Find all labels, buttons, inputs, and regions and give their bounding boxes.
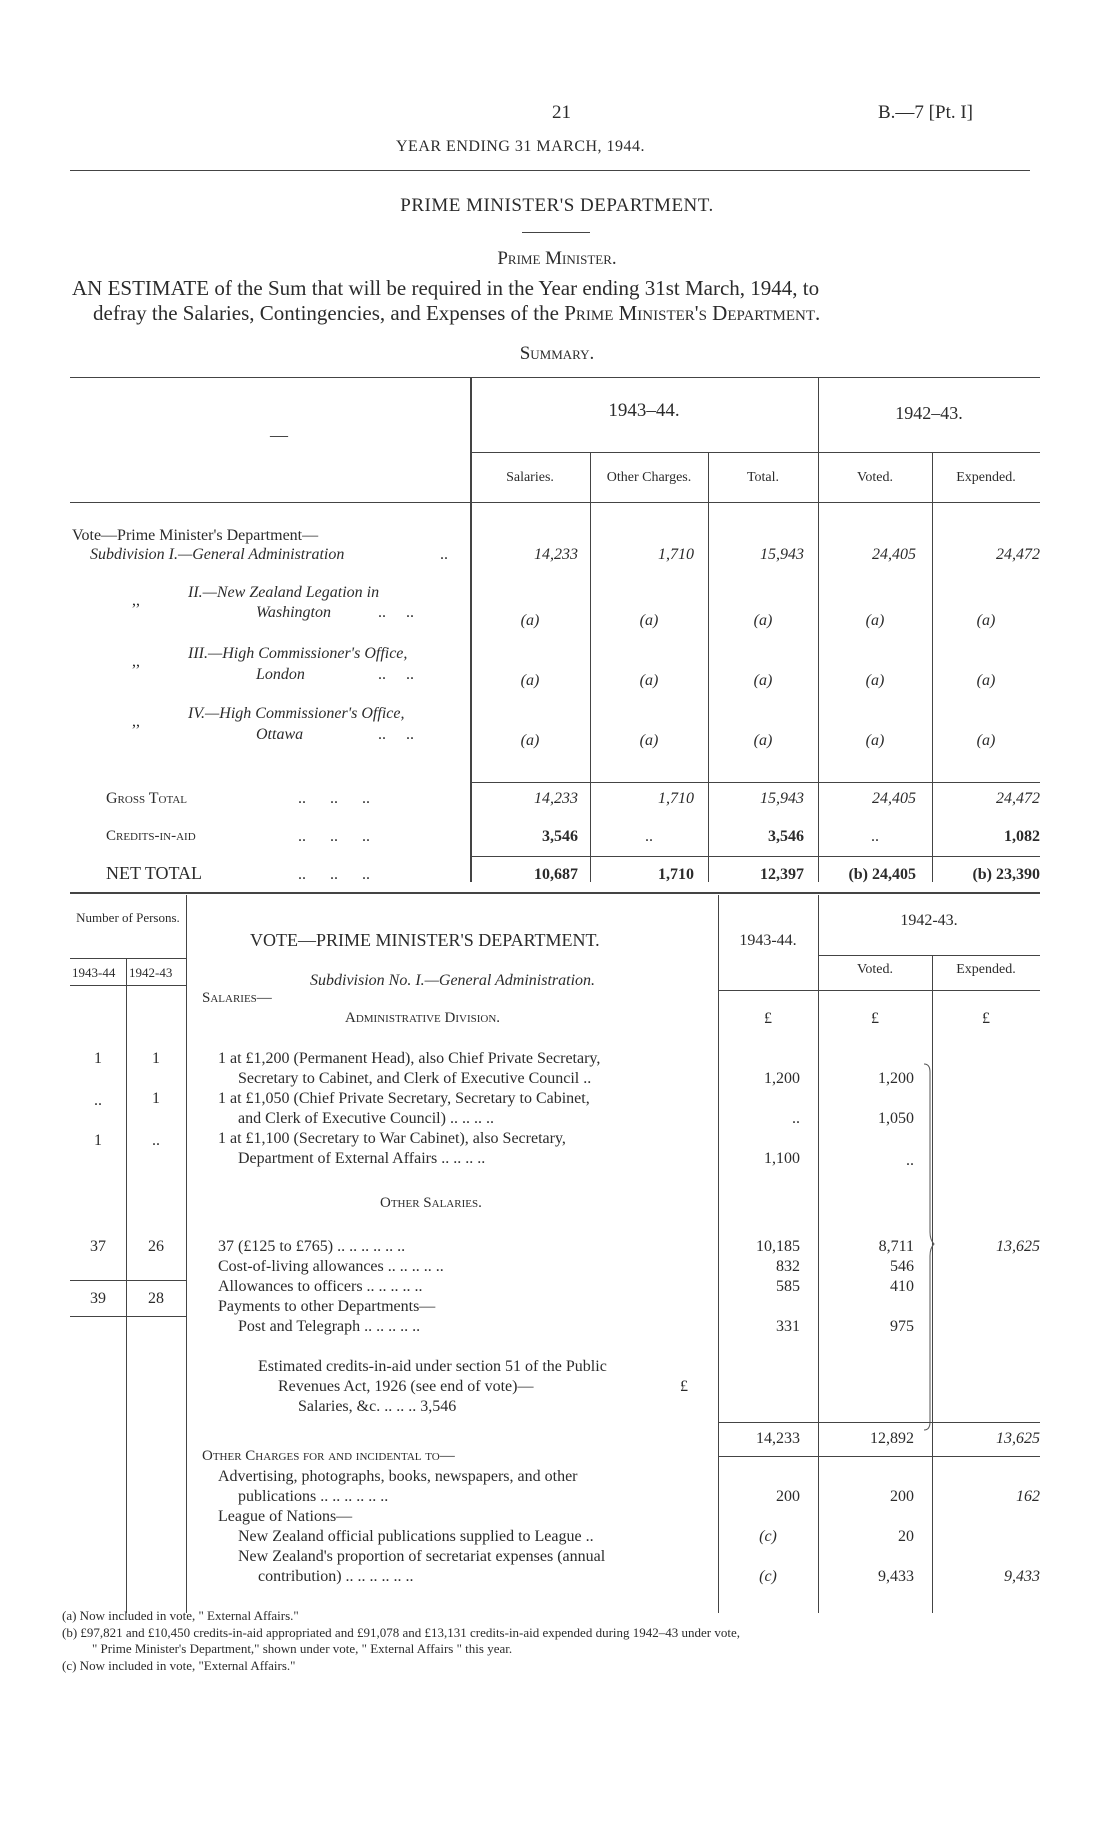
summary-vline-3 bbox=[708, 452, 709, 882]
col-other-charges: Other Charges. bbox=[606, 470, 692, 485]
vote-item-line: 1 at £1,100 (Secretary to War Cabinet), also Secretary, bbox=[218, 1130, 566, 1147]
vote-cell: 1,200 bbox=[878, 1070, 914, 1087]
persons-cell: 26 bbox=[148, 1238, 164, 1255]
summary-year-previous: 1942–43. bbox=[895, 403, 963, 423]
summary-cell: 14,233 bbox=[534, 546, 578, 563]
vote-line: Vote—Prime Minister's Department— bbox=[72, 527, 319, 544]
persons-cell: .. bbox=[152, 1132, 160, 1149]
vote-item-line: publications .. .. .. .. .. .. bbox=[238, 1488, 389, 1505]
leader-dots: .. .. bbox=[378, 666, 414, 683]
summary-cell: (a) bbox=[976, 732, 996, 749]
summary-cell: .. bbox=[645, 828, 653, 845]
credits-note: Revenues Act, 1926 (see end of vote)— bbox=[278, 1378, 534, 1395]
vote-title: VOTE—PRIME MINISTER'S DEPARTMENT. bbox=[250, 930, 600, 950]
summary-row-label: II.—New Zealand Legation in bbox=[188, 584, 380, 601]
vote-cell: 14,233 bbox=[756, 1430, 800, 1447]
other-salaries-heading: Other Salaries. bbox=[380, 1195, 482, 1211]
summary-row-label: IV.—High Commissioner's Office, bbox=[188, 705, 405, 722]
summary-title: Summary. bbox=[519, 343, 595, 364]
persons-year-current: 1943-44 bbox=[72, 965, 116, 980]
summary-year-current: 1943–44. bbox=[608, 400, 680, 421]
summary-cell: 1,710 bbox=[658, 546, 694, 563]
vote-cell: 975 bbox=[890, 1318, 914, 1335]
summary-head-rule bbox=[70, 502, 1040, 503]
leader-dots: .. .. .. bbox=[298, 790, 370, 807]
summary-cell: (a) bbox=[520, 672, 540, 689]
summary-cell: (a) bbox=[639, 732, 659, 749]
gross-rule bbox=[470, 782, 1040, 783]
ditto-mark: ,, bbox=[132, 653, 140, 670]
salaries-heading: Salaries— bbox=[202, 990, 272, 1006]
footnote-a: (a) Now included in vote, " External Affairs." bbox=[62, 1608, 299, 1623]
vote-cell: 9,433 bbox=[878, 1568, 914, 1585]
vote-cell: 832 bbox=[776, 1258, 800, 1275]
vote-cell: 13,625 bbox=[996, 1238, 1040, 1255]
title-underline bbox=[522, 232, 590, 233]
leader-dots: .. bbox=[440, 546, 448, 563]
net-total-label: NET TOTAL bbox=[106, 863, 203, 883]
vote-item-line: Secretary to Cabinet, and Clerk of Executive Council .. bbox=[238, 1070, 592, 1087]
subheading: Prime Minister. bbox=[497, 248, 617, 269]
ditto-mark: ,, bbox=[132, 592, 140, 609]
vote-item-line: 37 (£125 to £765) .. .. .. .. .. .. bbox=[218, 1238, 406, 1255]
subtotal-under-rule bbox=[718, 1456, 1040, 1457]
summary-cell: (a) bbox=[865, 732, 885, 749]
vote-item-line: 1 at £1,200 (Permanent Head), also Chief Private Secretary, bbox=[218, 1050, 601, 1067]
summary-row-label: III.—High Commissioner's Office, bbox=[188, 645, 408, 662]
summary-cell: (a) bbox=[639, 612, 659, 629]
vote-item-line: Department of External Affairs .. .. .. .. bbox=[238, 1150, 486, 1167]
previous-head-rule bbox=[818, 955, 1040, 956]
footnote-b: (b) £97,821 and £10,450 credits-in-aid appropriated and £91,078 and £13,131 credits-in-aid expended during 1942–43 under vote, bbox=[62, 1625, 740, 1640]
col-salaries: Salaries. bbox=[506, 470, 554, 485]
credits-label: Credits-in-aid bbox=[106, 828, 196, 844]
summary-cell: 3,546 bbox=[542, 828, 578, 845]
vote-year-previous: 1942-43. bbox=[900, 912, 958, 929]
salaries-bracket bbox=[922, 1062, 936, 1432]
footnote-c: (c) Now included in vote, "External Affairs." bbox=[62, 1658, 296, 1673]
vote-vline-desc bbox=[186, 895, 187, 1613]
persons-cell: .. bbox=[94, 1092, 102, 1109]
vote-cell: 331 bbox=[776, 1318, 800, 1335]
vote-cell: 9,433 bbox=[1004, 1568, 1040, 1585]
net-rule bbox=[470, 856, 1040, 857]
summary-row-label: Subdivision I.—General Administration bbox=[90, 546, 345, 563]
summary-cell: (a) bbox=[520, 612, 540, 629]
vote-item-line: Advertising, photographs, books, newspapers, and other bbox=[218, 1468, 578, 1485]
summary-cell: 15,943 bbox=[760, 790, 804, 807]
vote-cell: 1,100 bbox=[764, 1150, 800, 1167]
header-rule bbox=[70, 170, 1030, 171]
vote-item-line: New Zealand's proportion of secretariat expenses (annual bbox=[238, 1548, 606, 1565]
persons-sub-rule bbox=[70, 985, 186, 986]
vote-cell: .. bbox=[906, 1152, 914, 1169]
vote-cell: 1,050 bbox=[878, 1110, 914, 1127]
vote-cell: 200 bbox=[776, 1488, 800, 1505]
persons-year-previous: 1942-43 bbox=[129, 965, 173, 980]
summary-cell: 24,472 bbox=[996, 790, 1040, 807]
persons-cell: 1 bbox=[152, 1090, 160, 1107]
persons-cell: 1 bbox=[94, 1050, 102, 1067]
summary-cell: (b) 24,405 bbox=[848, 866, 916, 883]
credits-note: Estimated credits-in-aid under section 51 of the Public bbox=[258, 1358, 607, 1375]
leader-dots: .. .. bbox=[378, 604, 414, 621]
vote-cell: 410 bbox=[890, 1278, 914, 1295]
credits-note-pound: £ bbox=[680, 1378, 688, 1395]
persons-total-underline bbox=[70, 1316, 186, 1317]
vote-cell: 546 bbox=[890, 1258, 914, 1275]
persons-cell: 1 bbox=[152, 1050, 160, 1067]
subdivision-title: Subdivision No. I.—General Administration. bbox=[310, 972, 596, 989]
summary-cell: 14,233 bbox=[534, 790, 578, 807]
summary-vline-5 bbox=[932, 452, 933, 882]
summary-cell: 1,710 bbox=[658, 790, 694, 807]
summary-cell: 10,687 bbox=[534, 866, 578, 883]
persons-cell: 39 bbox=[90, 1290, 106, 1307]
ditto-mark: ,, bbox=[132, 713, 140, 730]
pound-sign: £ bbox=[871, 1010, 879, 1027]
summary-cell: (a) bbox=[520, 732, 540, 749]
persons-cell: 1 bbox=[94, 1132, 102, 1149]
department-title: PRIME MINISTER'S DEPARTMENT. bbox=[400, 195, 714, 216]
summary-cell: 15,943 bbox=[760, 546, 804, 563]
col-total: Total. bbox=[746, 470, 780, 485]
summary-cell: (a) bbox=[865, 612, 885, 629]
footnote-b-cont: " Prime Minister's Department," shown under vote, " External Affairs " this year. bbox=[92, 1641, 513, 1656]
vote-cell: (c) bbox=[759, 1568, 777, 1585]
summary-dash: — bbox=[270, 425, 288, 445]
paper-reference: B.—7 [Pt. I] bbox=[878, 102, 973, 123]
vote-item-line: 1 at £1,050 (Chief Private Secretary, Secretary to Cabinet, bbox=[218, 1090, 590, 1107]
vote-cell: .. bbox=[792, 1110, 800, 1127]
summary-cell: (a) bbox=[753, 672, 773, 689]
league-heading: League of Nations— bbox=[218, 1508, 353, 1525]
summary-cell: 24,472 bbox=[996, 546, 1040, 563]
vote-item-line: New Zealand official publications supplied to League .. bbox=[238, 1528, 594, 1545]
vote-head-rule bbox=[718, 990, 1040, 991]
summary-top-rule bbox=[70, 377, 1040, 378]
gross-total-label: Gross Total bbox=[106, 790, 188, 807]
persons-cell: 28 bbox=[148, 1290, 164, 1307]
estimate-line-2 bbox=[93, 301, 820, 326]
vote-cell: 585 bbox=[776, 1278, 800, 1295]
summary-cell: (a) bbox=[976, 612, 996, 629]
vote-cell: 10,185 bbox=[756, 1238, 800, 1255]
summary-subhead-rule bbox=[470, 452, 1040, 453]
summary-cell: 24,405 bbox=[872, 546, 916, 563]
summary-vline-2 bbox=[590, 452, 591, 882]
summary-cell: 12,397 bbox=[760, 866, 804, 883]
summary-cell: 24,405 bbox=[872, 790, 916, 807]
summary-cell: .. bbox=[871, 828, 879, 845]
persons-head-rule bbox=[70, 958, 186, 959]
vote-cell: 162 bbox=[1016, 1488, 1040, 1505]
payments-heading: Payments to other Departments— bbox=[218, 1298, 436, 1315]
persons-cell: 37 bbox=[90, 1238, 106, 1255]
summary-cell: 1,082 bbox=[1004, 828, 1040, 845]
summary-row-label-cont: Ottawa bbox=[256, 726, 304, 743]
summary-cell: 3,546 bbox=[768, 828, 804, 845]
vote-cell: 1,200 bbox=[764, 1070, 800, 1087]
vote-item-line: Post and Telegraph .. .. .. .. .. bbox=[238, 1318, 421, 1335]
vote-cell: 200 bbox=[890, 1488, 914, 1505]
leader-dots: .. .. bbox=[378, 726, 414, 743]
summary-cell: (a) bbox=[753, 612, 773, 629]
year-line: YEAR ENDING 31 MARCH, 1944. bbox=[396, 138, 646, 155]
vote-cell: 8,711 bbox=[878, 1238, 914, 1255]
vote-year-current: 1943-44. bbox=[739, 932, 797, 949]
vote-item-line: and Clerk of Executive Council) .. .. .. .. bbox=[238, 1110, 494, 1127]
persons-heading: Number of Persons. bbox=[76, 910, 180, 925]
summary-cell: (a) bbox=[865, 672, 885, 689]
summary-cell: 1,710 bbox=[658, 866, 694, 883]
page-number: 21 bbox=[552, 102, 571, 123]
estimate-line-2-dept: Prime Minister's Department. bbox=[564, 301, 821, 325]
col-expended: Expended. bbox=[956, 470, 1016, 485]
credits-note: Salaries, &c. .. .. .. 3,546 bbox=[298, 1398, 457, 1415]
vote-item-line: Allowances to officers .. .. .. .. .. bbox=[218, 1278, 423, 1295]
vote-col-voted: Voted. bbox=[857, 962, 893, 977]
other-charges-heading: Other Charges for and incidental to— bbox=[202, 1448, 455, 1464]
leader-dots: .. .. .. bbox=[298, 828, 370, 845]
pound-sign: £ bbox=[764, 1010, 772, 1027]
vote-cell: 12,892 bbox=[870, 1430, 914, 1447]
vote-item-line: contribution) .. .. .. .. .. .. bbox=[258, 1568, 414, 1585]
vote-col-expended: Expended. bbox=[956, 962, 1016, 977]
subtotal-rule bbox=[718, 1422, 1040, 1423]
persons-total-rule bbox=[70, 1280, 186, 1281]
summary-row-label-cont: London bbox=[256, 666, 305, 683]
leader-dots: .. .. .. bbox=[298, 866, 370, 883]
summary-cell: (a) bbox=[639, 672, 659, 689]
summary-cell: (a) bbox=[976, 672, 996, 689]
admin-division-heading: Administrative Division. bbox=[345, 1010, 501, 1026]
vote-item-line: Cost-of-living allowances .. .. .. .. .. bbox=[218, 1258, 444, 1275]
estimate-line-1: AN ESTIMATE of the Sum that will be required in the Year ending 31st March, 1944, to bbox=[72, 276, 820, 300]
summary-cell: (b) 23,390 bbox=[972, 866, 1040, 883]
vote-cell: 13,625 bbox=[996, 1430, 1040, 1447]
summary-row-label-cont: Washington bbox=[256, 604, 331, 621]
estimate-line-2-text: defray the Salaries, Contingencies, and Expenses of the bbox=[93, 301, 565, 325]
pound-sign: £ bbox=[982, 1010, 990, 1027]
col-voted: Voted. bbox=[857, 470, 893, 485]
summary-bottom-rule bbox=[70, 892, 1040, 894]
vote-cell: 20 bbox=[898, 1528, 914, 1545]
summary-cell: (a) bbox=[753, 732, 773, 749]
vote-cell: (c) bbox=[759, 1528, 777, 1545]
